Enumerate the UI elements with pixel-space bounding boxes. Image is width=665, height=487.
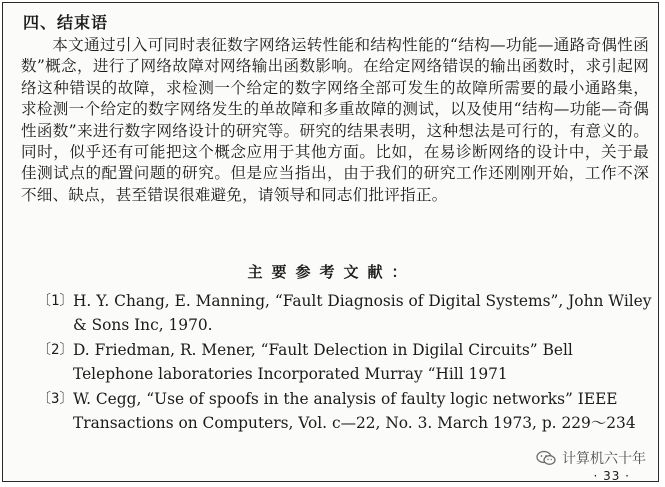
reference-item xyxy=(37,290,652,337)
reference-number: 〔3〕 xyxy=(37,391,74,407)
section-heading: 四、结束语 xyxy=(23,13,109,32)
reference-item xyxy=(37,339,652,386)
paper-page xyxy=(2,2,659,482)
references-heading: 主要参考文献： xyxy=(247,263,416,281)
reference-item xyxy=(37,388,652,435)
conclusion-paragraph: 本文通过引入可同时表征数字网络运转性能和结构性能的“结构—功能—通路奇偶性函数”概念，进行了网络故障对网络输出函数影响。在给定网络错误的输出函数时，求引起网络这种错误的故障，求检测一个给定的数字网络全部可发生的故障所需要的最小通路集，求检测一个给定的数字网络发生的单故障和多重故障的测试，以及使用“结构—功能—奇偶性函数”来进行数字网络设计的研究等。研究的结果表明，这种想法是可行的，有意义的。同时，似乎还有可能把这个概念应用于其他方面。比如，在易诊断网络的设计中，关于最佳测试点的配置问题的研究。但是应当指出，由于我们的研究工作还刚刚开始，工作不深不细、缺点，甚至错误很难避免，请领导和同志们批评指正。 xyxy=(21,36,649,204)
reference-text: W. Cegg, “Use of spoofs in the analysis of faulty logic networks” IEEE Transactions on Computers, Vol. c—22, No. 3. March 1973, p. 229～234 xyxy=(73,390,636,432)
page-number: · 33 · xyxy=(593,469,630,483)
reference-number: 〔1〕 xyxy=(37,293,74,309)
wechat-icon xyxy=(536,450,556,466)
reference-list xyxy=(37,290,652,437)
reference-text: D. Friedman, R. Mener, “Fault Delection in Digilal Circuits” Bell Telephone laboratories Incorporated Murray “Hill 1971 xyxy=(73,341,573,383)
reference-number: 〔2〕 xyxy=(37,342,74,358)
reference-text: H. Y. Chang, E. Manning, “Fault Diagnosis of Digital Systems”, John Wiley & Sons Inc, 1970. xyxy=(73,292,652,334)
watermark-text: 计算机六十年 xyxy=(562,451,646,467)
watermark xyxy=(536,448,646,468)
